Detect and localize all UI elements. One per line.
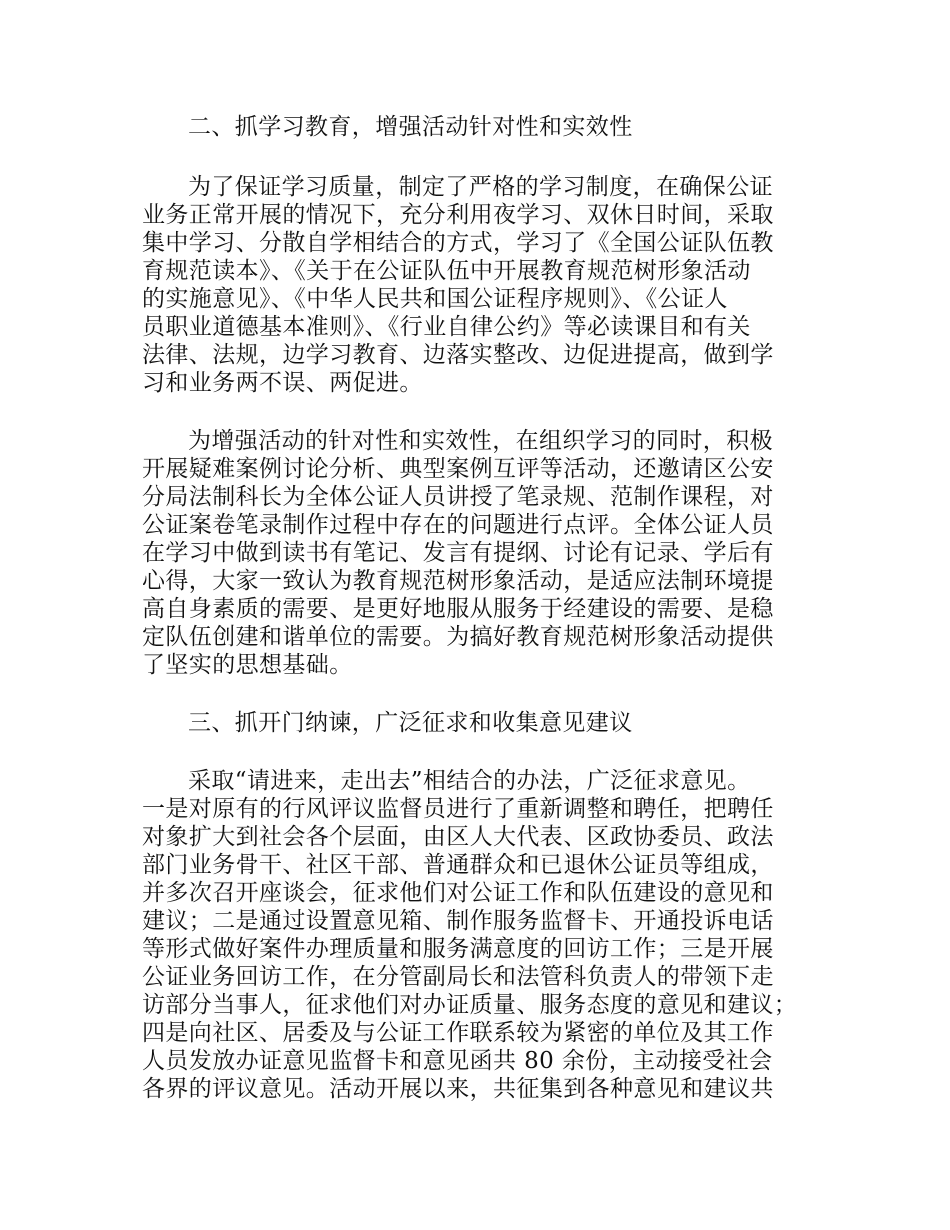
text-line: 的实施意见》、《中华人民共和国公证程序规则》、《公证人: [142, 286, 728, 312]
text-line: 定队伍创建和谐单位的需要。为搞好教育规范树形象活动提供: [142, 624, 774, 650]
text-line: 在学习中做到读书有笔记、发言有提纲、讨论有记录、学后有: [142, 540, 774, 566]
text-line: 业务正常开展的情况下，充分利用夜学习、双休日时间，采取: [142, 202, 774, 228]
text-line: 部门业务骨干、社区干部、普通群众和已退休公证员等组成，: [142, 852, 774, 878]
text-line: 公证案卷笔录制作过程中存在的问题进行点评。全体公证人员: [142, 512, 774, 538]
text-line: 员职业道德基本准则》、《行业自律公约》等必读课目和有关: [142, 314, 751, 340]
text-line: 并多次召开座谈会，征求他们对公证工作和队伍建设的意见和: [142, 880, 774, 906]
text-line: 四是向社区、居委及与公证工作联系较为紧密的单位及其工作: [142, 1020, 774, 1046]
text-line: 为了保证学习质量，制定了严格的学习制度，在确保公证: [188, 174, 773, 200]
text-line: 一是对原有的行风评议监督员进行了重新调整和聘任，把聘任: [142, 796, 774, 822]
section-heading: 二、抓学习教育，增强活动针对性和实效性: [188, 114, 633, 140]
text-line: 各界的评议意见。活动开展以来，共征集到各种意见和建议共: [142, 1076, 774, 1102]
text-line: 访部分当事人，征求他们对办证质量、服务态度的意见和建议；: [142, 992, 798, 1018]
text-line: 了坚实的思想基础。: [142, 652, 353, 678]
text-line: 高自身素质的需要、是更好地服从服务于经建设的需要、是稳: [142, 596, 774, 622]
text-line: 心得，大家一致认为教育规范树形象活动，是适应法制环境提: [142, 568, 774, 594]
text-line: 育规范读本》、《关于在公证队伍中开展教育规范树形象活动: [142, 258, 751, 284]
text-line: 建议；二是通过设置意见箱、制作服务监督卡、开通投诉电话: [142, 908, 774, 934]
text-line: 习和业务两不误、两促进。: [142, 370, 423, 396]
text-line: 开展疑难案例讨论分析、典型案例互评等活动，还邀请区公安: [142, 456, 774, 482]
text-line: 分局法制科长为全体公证人员讲授了笔录规、范制作课程，对: [142, 484, 774, 510]
text-line: 等形式做好案件办理质量和服务满意度的回访工作；三是开展: [142, 936, 774, 962]
text-line: 法律、法规，边学习教育、边落实整改、边促进提高，做到学: [142, 342, 774, 368]
text-line: 人员发放办证意见监督卡和意见函共 80 余份，主动接受社会: [142, 1048, 773, 1074]
text-line: 公证业务回访工作，在分管副局长和法管科负责人的带领下走: [142, 964, 774, 990]
text-line: 为增强活动的针对性和实效性，在组织学习的同时，积极: [188, 428, 773, 454]
text-line: 采取“请进来，走出去”相结合的办法，广泛征求意见。: [188, 768, 751, 794]
section-heading: 三、抓开门纳谏，广泛征求和收集意见建议: [188, 710, 633, 736]
text-line: 集中学习、分散自学相结合的方式，学习了《全国公证队伍教: [142, 230, 774, 256]
text-line: 对象扩大到社会各个层面，由区人大代表、区政协委员、政法: [142, 824, 774, 850]
